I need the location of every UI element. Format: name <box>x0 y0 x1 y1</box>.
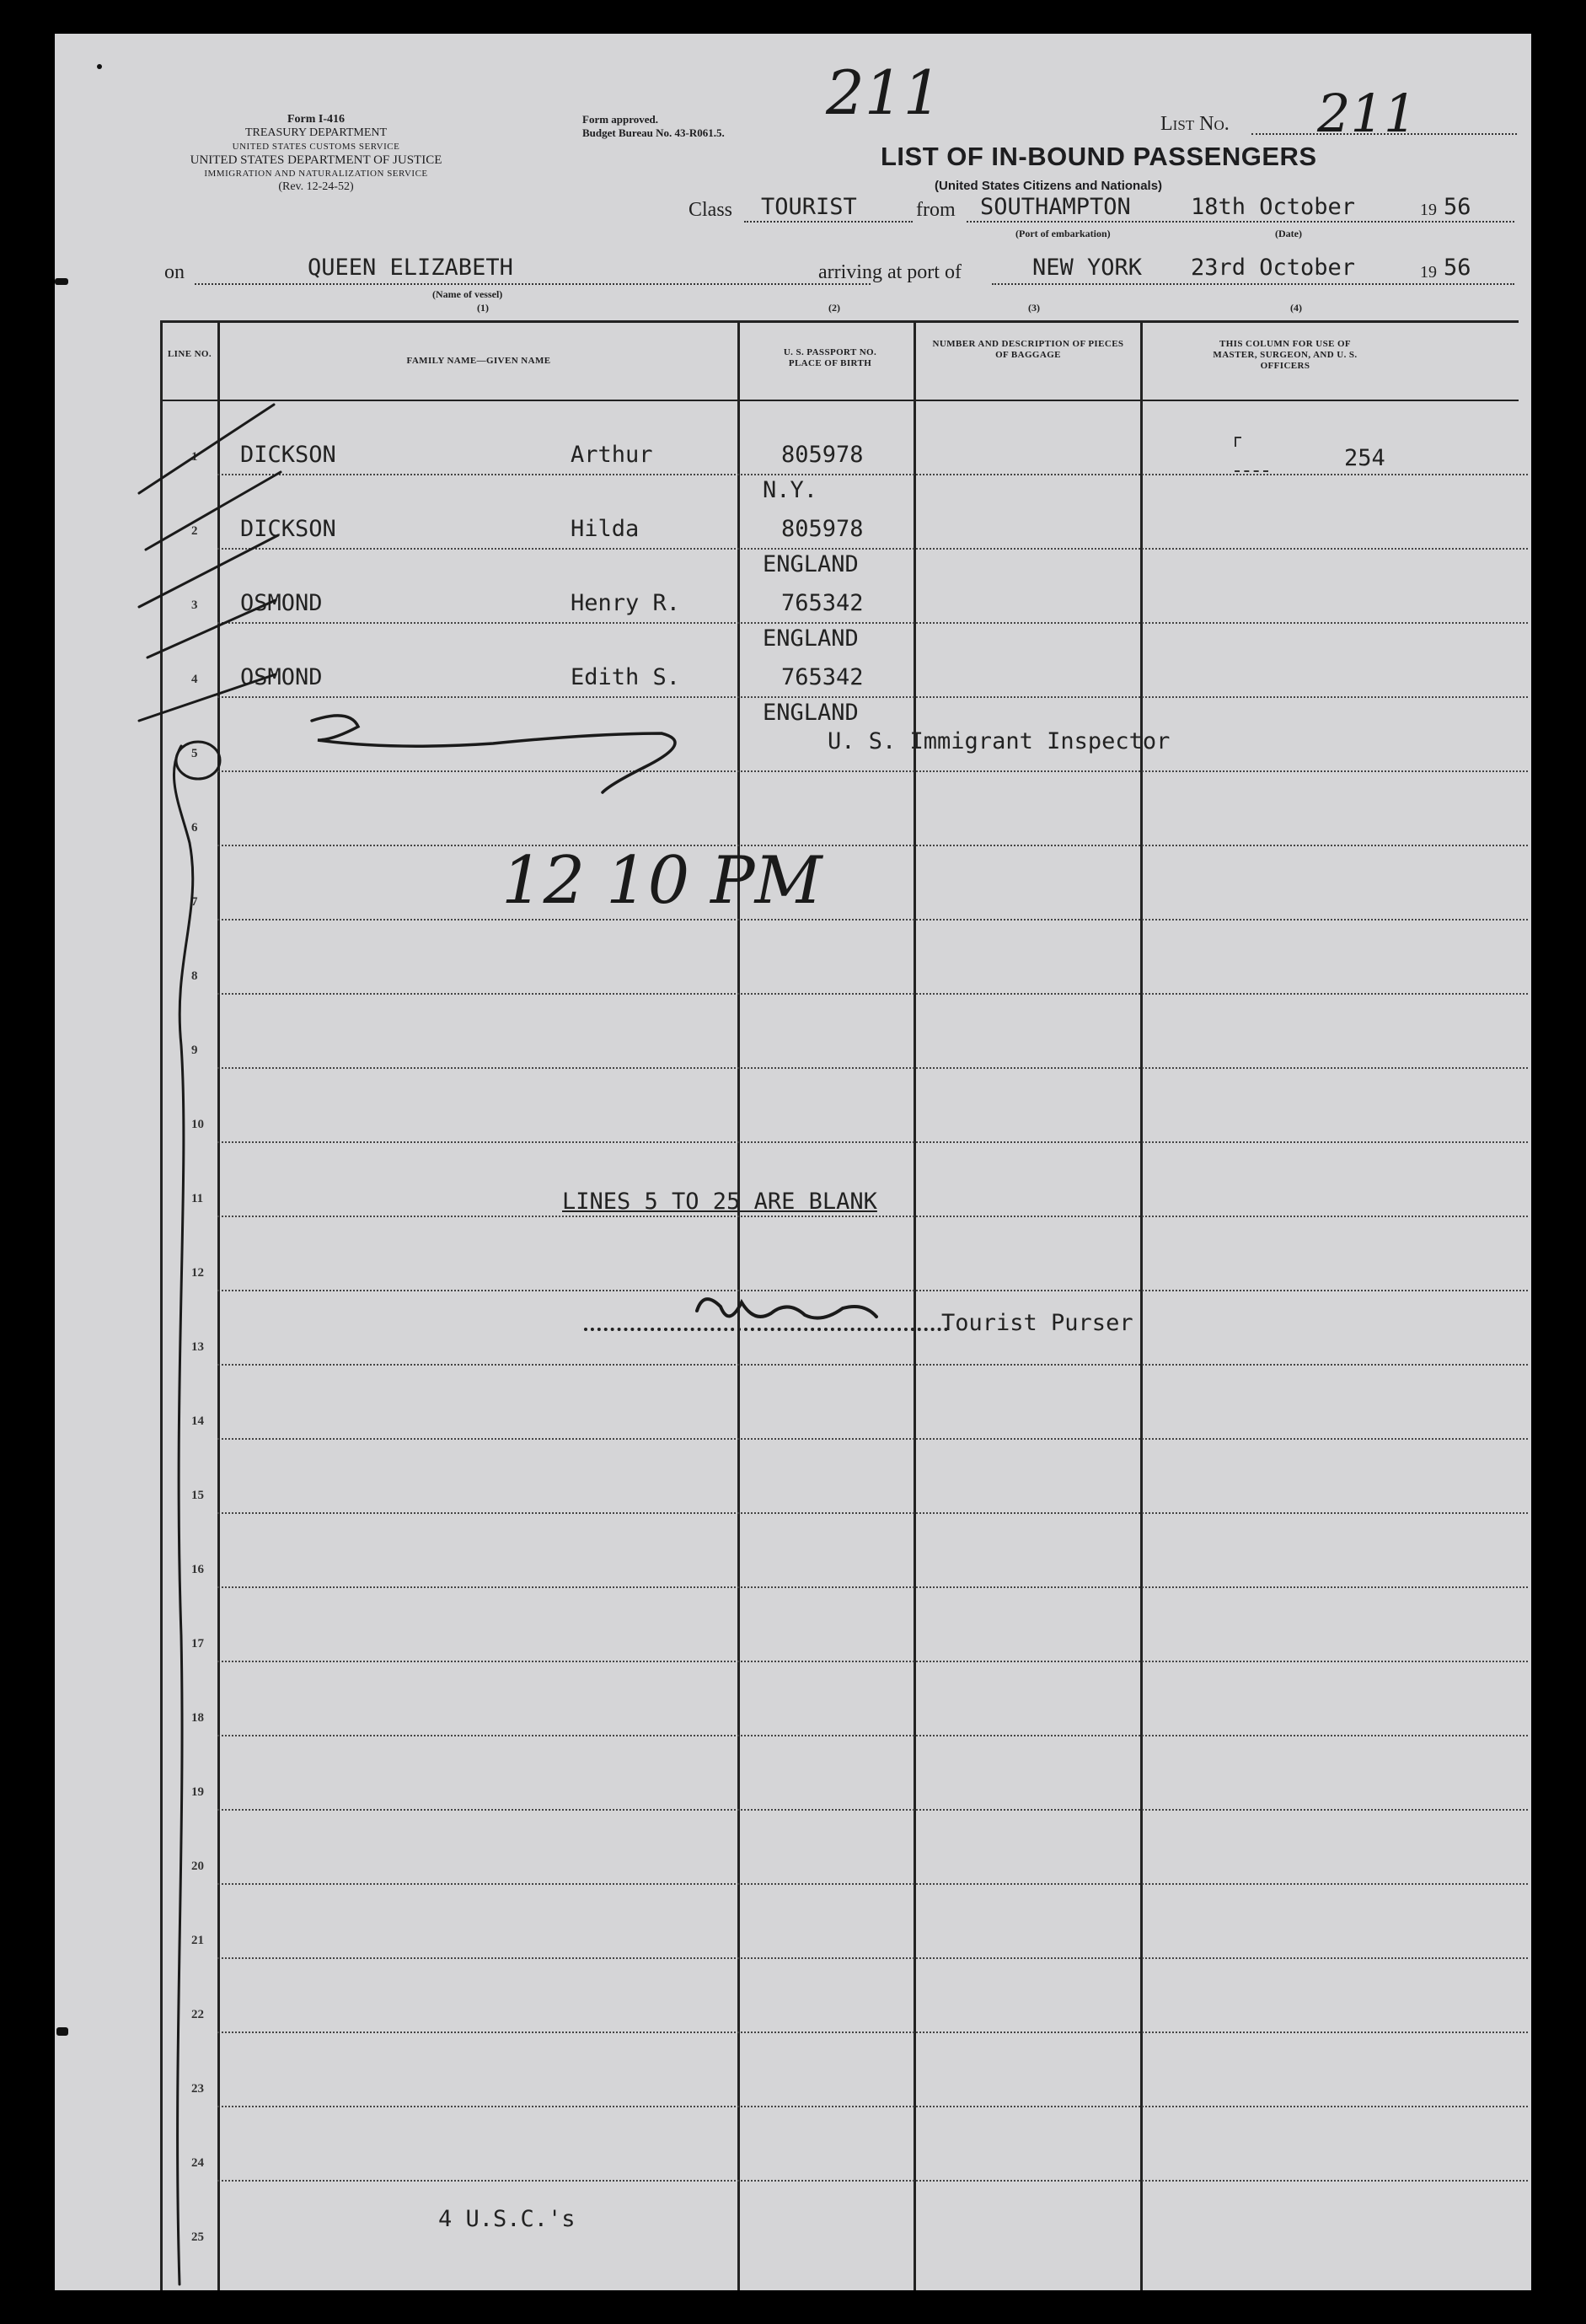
list-no-value: 211 <box>1317 83 1417 144</box>
place-of-birth: ENGLAND <box>763 700 859 726</box>
on-label: on <box>164 261 185 283</box>
place-of-birth: N.Y. <box>763 477 818 503</box>
list-no-label: List No. <box>1160 113 1230 135</box>
line-number: 20 <box>191 1860 204 1873</box>
form-number: Form I-416 <box>287 113 346 126</box>
checkmark-1 <box>139 405 274 493</box>
line-number: 2 <box>191 524 198 538</box>
place-of-birth: ENGLAND <box>763 551 859 577</box>
col-header-baggage: NUMBER AND DESCRIPTION OF PIECES OF BAGGAGE <box>932 339 1124 360</box>
vessel-name: QUEEN ELIZABETH <box>308 255 513 281</box>
signature-scrawl <box>312 716 675 792</box>
from-label: from <box>916 199 956 221</box>
line-number: 25 <box>191 2230 204 2244</box>
from-year-prefix: 19 <box>1420 201 1437 219</box>
form-approved: Form approved. <box>582 113 659 126</box>
line-number: 22 <box>191 2008 204 2021</box>
line-number: 7 <box>191 895 198 909</box>
col-header-line: LINE NO. <box>167 349 212 359</box>
col-header-officers: THIS COLUMN FOR USE OF MASTER, SURGEON, AND U. S. OFFICERS <box>1213 339 1358 371</box>
from-year: 56 <box>1444 194 1471 220</box>
col-header-passport: U. S. PASSPORT NO. PLACE OF BIRTH <box>783 347 877 368</box>
given-name: Hilda <box>571 516 640 542</box>
line-number: 14 <box>191 1414 204 1428</box>
given-name: Edith S. <box>571 664 681 690</box>
page-title: LIST OF IN-BOUND PASSENGERS <box>881 142 1317 171</box>
checkmark-5 <box>139 674 276 721</box>
circle-mark <box>176 742 220 779</box>
line-number: 9 <box>191 1044 198 1057</box>
line-number: 3 <box>191 598 198 612</box>
family-name: DICKSON <box>240 442 336 468</box>
col-num-4: (4) <box>1290 302 1302 314</box>
arrival-date: 23rd October <box>1191 255 1356 281</box>
line-number: 21 <box>191 1934 204 1947</box>
handwritten-list-number: 211 <box>826 57 942 128</box>
dept-justice: UNITED STATES DEPARTMENT OF JUSTICE <box>190 153 442 167</box>
date-caption: (Date) <box>1275 228 1302 239</box>
budget-bureau: Budget Bureau No. 43-R061.5. <box>582 126 725 139</box>
blank-lines-note: LINES 5 TO 25 ARE BLANK <box>562 1189 877 1215</box>
vessel-caption: (Name of vessel) <box>432 288 503 300</box>
purser-label: Tourist Purser <box>941 1310 1133 1336</box>
passport-number: 805978 <box>781 442 864 468</box>
line-number: 5 <box>191 747 198 760</box>
purser-signature <box>697 1299 876 1318</box>
arrival-port: NEW YORK <box>1032 255 1143 281</box>
family-name: OSMOND <box>240 590 323 616</box>
page-subtitle: (United States Citizens and Nationals) <box>935 179 1163 193</box>
line-number: 19 <box>191 1785 204 1799</box>
line-number: 10 <box>191 1118 204 1131</box>
dept-customs: UNITED STATES CUSTOMS SERVICE <box>232 142 400 152</box>
dept-ins: IMMIGRATION AND NATURALIZATION SERVICE <box>204 169 428 179</box>
passport-number: 765342 <box>781 664 864 690</box>
col-num-3: (3) <box>1028 302 1040 314</box>
handwriting-strokes <box>55 34 1531 2290</box>
form-revision: (Rev. 12-24-52) <box>278 180 354 193</box>
line-number: 24 <box>191 2156 204 2170</box>
line-number: 16 <box>191 1563 204 1576</box>
line-number: 23 <box>191 2082 204 2096</box>
family-name: OSMOND <box>240 664 323 690</box>
given-name: Henry R. <box>571 590 681 616</box>
class-label: Class <box>689 199 733 221</box>
port-caption: (Port of embarkation) <box>1015 228 1111 239</box>
line-number: 6 <box>191 821 198 835</box>
officer-note: 254 <box>1344 445 1385 471</box>
checkmark-4 <box>147 600 276 657</box>
manifest-page <box>55 34 1531 2290</box>
time-note: 12 10 PM <box>501 843 822 919</box>
line-number: 12 <box>191 1266 204 1280</box>
checkmark-3 <box>139 535 278 607</box>
from-port: SOUTHAMPTON <box>980 194 1131 220</box>
arriving-label: arriving at port of <box>818 261 962 283</box>
arrival-year: 56 <box>1444 255 1471 281</box>
class-value: TOURIST <box>761 194 857 220</box>
from-date: 18th October <box>1191 194 1356 220</box>
place-of-birth: ENGLAND <box>763 625 859 652</box>
line-number: 4 <box>191 673 198 686</box>
line-number: 11 <box>191 1192 204 1205</box>
col-header-name: FAMILY NAME—GIVEN NAME <box>406 356 551 366</box>
line-number: 18 <box>191 1711 204 1725</box>
inspector-label: U. S. Immigrant Inspector <box>828 728 1171 754</box>
line-number: 17 <box>191 1637 204 1650</box>
given-name: Arthur <box>571 442 653 468</box>
line-number: 15 <box>191 1489 204 1502</box>
arrival-year-prefix: 19 <box>1420 263 1437 282</box>
checkmark-2 <box>146 472 281 550</box>
bracket-curve <box>174 746 192 2284</box>
passport-number: 805978 <box>781 516 864 542</box>
passport-number: 765342 <box>781 590 864 616</box>
footer-count: 4 U.S.C.'s <box>438 2206 576 2232</box>
line-number: 1 <box>191 450 198 464</box>
col-num-2: (2) <box>828 302 840 314</box>
line-number: 8 <box>191 969 198 983</box>
vessel-caption-number: (1) <box>477 302 489 314</box>
family-name: DICKSON <box>240 516 336 542</box>
dept-treasury: TREASURY DEPARTMENT <box>244 126 388 139</box>
line-number: 13 <box>191 1340 204 1354</box>
